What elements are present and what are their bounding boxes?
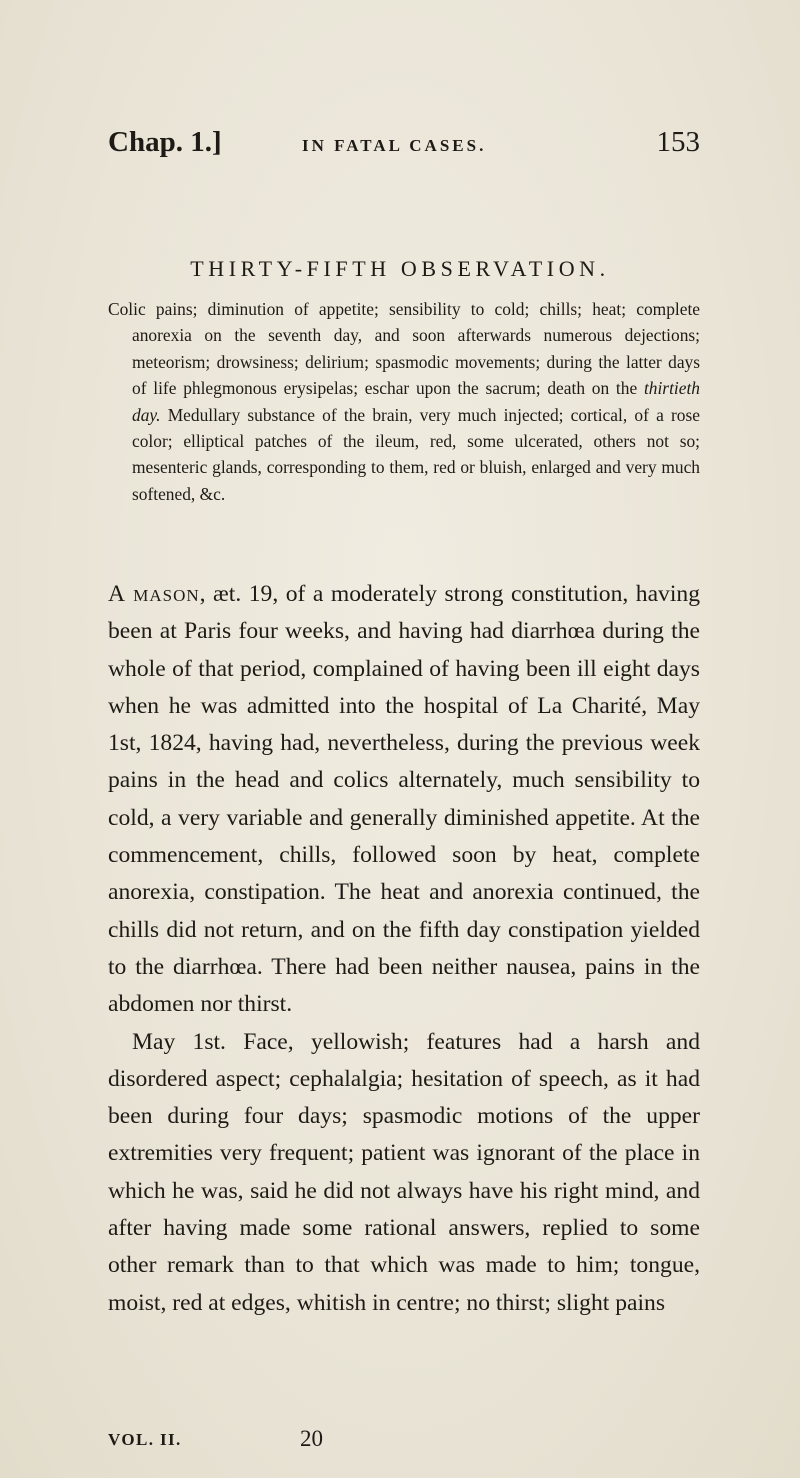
case-narrative	[108, 576, 700, 1322]
observation-title: THIRTY-FIFTH OBSERVATION.	[190, 256, 610, 281]
running-title: IN FATAL CASES.	[302, 136, 487, 155]
summary-text-start: Colic pains; diminution of appetite; sensibility to cold; chills; heat; complete anorexia on the seventh day, and soon afterwards numerous dejections; meteorism; drowsiness; delirium; spasmodic movements; during the latter days of life phlegmonous erysipelas; eschar upon the sacrum; death on the	[108, 299, 700, 399]
page-footer	[108, 1426, 508, 1456]
paragraph-admission	[108, 576, 700, 1024]
paragraph-admission-text: , æt. 19, of a moderately strong constitution, having been at Paris four weeks, and having had diarrhœa during the whole of that period, complained of having been ill eight days when he was admitted into the hospital of La Charité, May 1st, 1824, having had, nevertheless, during the previous week pains in the head and colics alternately, much sensibility to cold, a very variable and generally diminished appetite. At the commencement, chills, followed soon by heat, complete anorexia, constipation. The heat and anorexia continued, the chills did not return, and on the fifth day constipation yielded to the diarrhœa. There had been neither nausea, pains in the abdomen nor thirst.	[108, 581, 700, 1018]
volume-signature: VOL. II.	[108, 1430, 182, 1449]
summary-text-end: Medullary substance of the brain, very much injected; cortical, of a rose color; elliptical patches of the ileum, red, some ulcerated, others not so; mesenteric glands, corresponding to them, red or bluish, enlarged and very much softened, &c.	[132, 404, 700, 504]
page-number: 153	[656, 126, 700, 158]
sheet-number: 20	[300, 1426, 323, 1451]
summary-italic-phrase: thirtieth day.	[132, 378, 700, 425]
paragraph-lead-words: A mason	[108, 581, 200, 607]
paragraph-may-first: May 1st. Face, yellowish; features had a harsh and disordered aspect; cephalalgia; hesitation of speech, as it had been during four days; spasmodic motions of the upper extremities very frequent; patient was ignorant of the place in which he was, said he did not always have his right mind, and after having made some rational answers, replied to some other remark than to that which was made to him; tongue, moist, red at edges, whitish in centre; no thirst; slight pains	[108, 1028, 700, 1316]
case-summary	[108, 296, 700, 507]
chapter-label: Chap. 1.]	[108, 126, 222, 158]
running-head	[108, 126, 700, 166]
